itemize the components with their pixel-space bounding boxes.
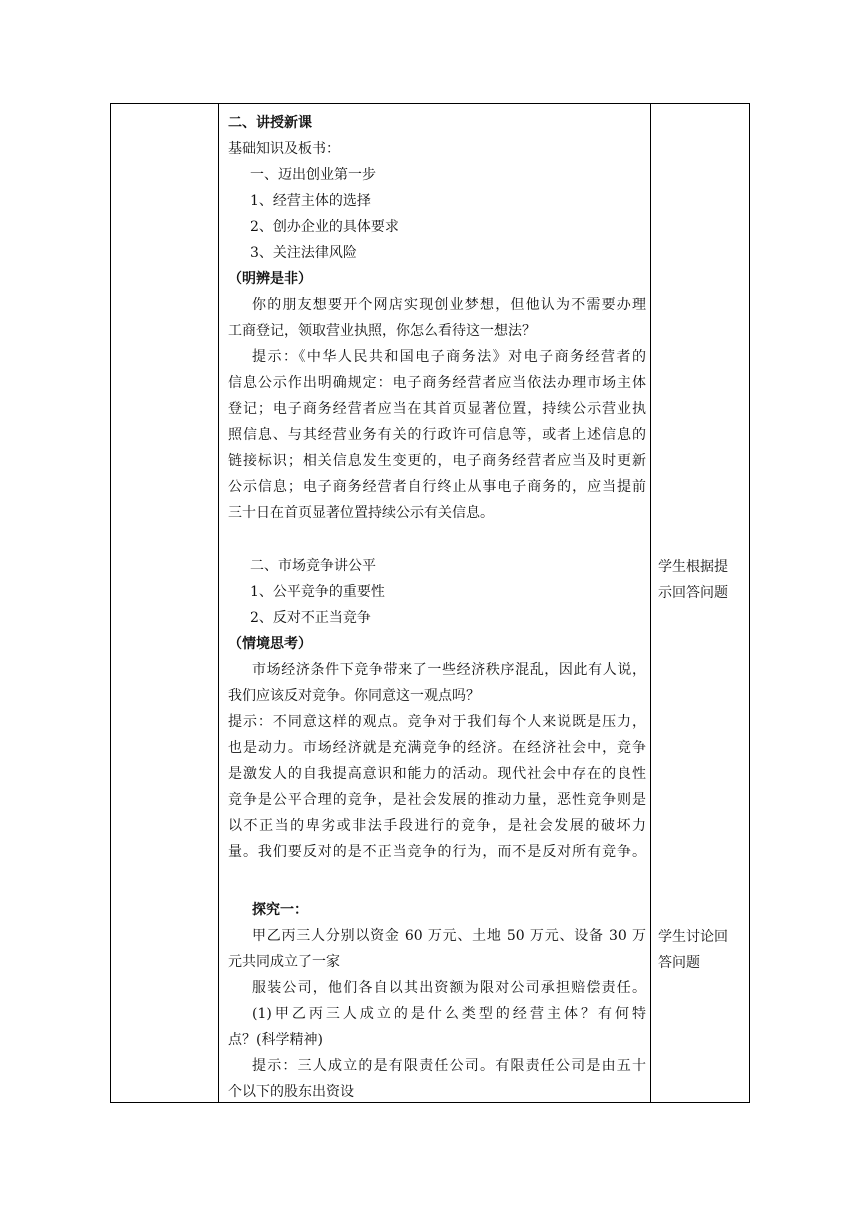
lesson-table bbox=[110, 103, 750, 1103]
content-line: 三十日在首页显著位置持续公示有关信息。 bbox=[228, 505, 494, 521]
column-divider-right bbox=[650, 104, 651, 1102]
content-line: 二、市场竞争讲公平 bbox=[250, 558, 376, 574]
content-line: 二、讲授新课 bbox=[228, 115, 312, 131]
content-line: 提示：《中华人民共和国电子商务法》对电子商务经营者的 bbox=[252, 349, 646, 365]
content-line: 链接标识；相关信息发生变更的，电子商务经营者应当及时更新 bbox=[228, 453, 646, 469]
content-line: （明辨是非） bbox=[228, 271, 312, 287]
content-line: 基础知识及板书： bbox=[228, 141, 340, 157]
content-line: 市场经济条件下竞争带来了一些经济秩序混乱，因此有人说， bbox=[252, 662, 646, 678]
content-line: 信息公示作出明确规定：电子商务经营者应当依法办理市场主体 bbox=[228, 375, 646, 391]
content-line: 点？(科学精神) bbox=[228, 1032, 323, 1048]
content-line: 量。我们要反对的是不正当竞争的行为，而不是反对所有竞争。 bbox=[228, 844, 646, 860]
content-line: 登记；电子商务经营者应当在其首页显著位置，持续公示营业执 bbox=[228, 401, 646, 417]
content-line: 甲乙丙三人分别以资金 60 万元、土地 50 万元、设备 30 万 bbox=[252, 928, 646, 944]
content-line: （情境思考） bbox=[228, 636, 312, 652]
content-line: 也是动力。市场经济就是充满竞争的经济。在经济社会中，竞争 bbox=[228, 740, 646, 756]
content-line: 照信息、与其经营业务有关的行政许可信息等，或者上述信息的 bbox=[228, 427, 646, 443]
activity-line: 学生根据提 bbox=[658, 559, 728, 575]
content-line: 元共同成立了一家 bbox=[228, 954, 340, 970]
content-line: 服装公司，他们各自以其出资额为限对公司承担赔偿责任。 bbox=[252, 980, 646, 996]
content-line: 以不正当的卑劣或非法手段进行的竞争，是社会发展的破坏力 bbox=[228, 818, 646, 834]
content-line: 1、公平竞争的重要性 bbox=[250, 584, 385, 600]
content-line: (1)甲乙丙三人成立的是什么类型的经营主体？有何特 bbox=[252, 1006, 646, 1022]
content-line: 个以下的股东出资设 bbox=[228, 1084, 354, 1100]
activity-line: 答问题 bbox=[658, 955, 700, 971]
activity-line: 示回答问题 bbox=[658, 585, 728, 601]
content-line: 你的朋友想要开个网店实现创业梦想，但他认为不需要办理 bbox=[252, 297, 646, 313]
content-line: 提示：三人成立的是有限责任公司。有限责任公司是由五十 bbox=[252, 1058, 646, 1074]
content-line: 2、创办企业的具体要求 bbox=[250, 219, 399, 235]
content-line: 我们应该反对竞争。你同意这一观点吗？ bbox=[228, 688, 480, 704]
column-divider-left bbox=[218, 104, 219, 1102]
content-line: 提示：不同意这样的观点。竞争对于我们每个人来说既是压力， bbox=[228, 714, 646, 730]
content-line: 3、关注法律风险 bbox=[250, 245, 357, 261]
content-line: 公示信息；电子商务经营者自行终止从事电子商务的，应当提前 bbox=[228, 479, 646, 495]
content-line: 一、迈出创业第一步 bbox=[250, 167, 376, 183]
activity-line: 学生讨论回 bbox=[658, 929, 728, 945]
content-line: 探究一： bbox=[252, 902, 308, 918]
content-line: 是激发人的自我提高意识和能力的活动。现代社会中存在的良性 bbox=[228, 766, 646, 782]
content-line: 2、反对不正当竞争 bbox=[250, 610, 371, 626]
content-line: 竞争是公平合理的竞争，是社会发展的推动力量，恶性竞争则是 bbox=[228, 792, 646, 808]
content-line: 工商登记，领取营业执照，你怎么看待这一想法？ bbox=[228, 323, 536, 339]
content-line: 1、经营主体的选择 bbox=[250, 193, 371, 209]
